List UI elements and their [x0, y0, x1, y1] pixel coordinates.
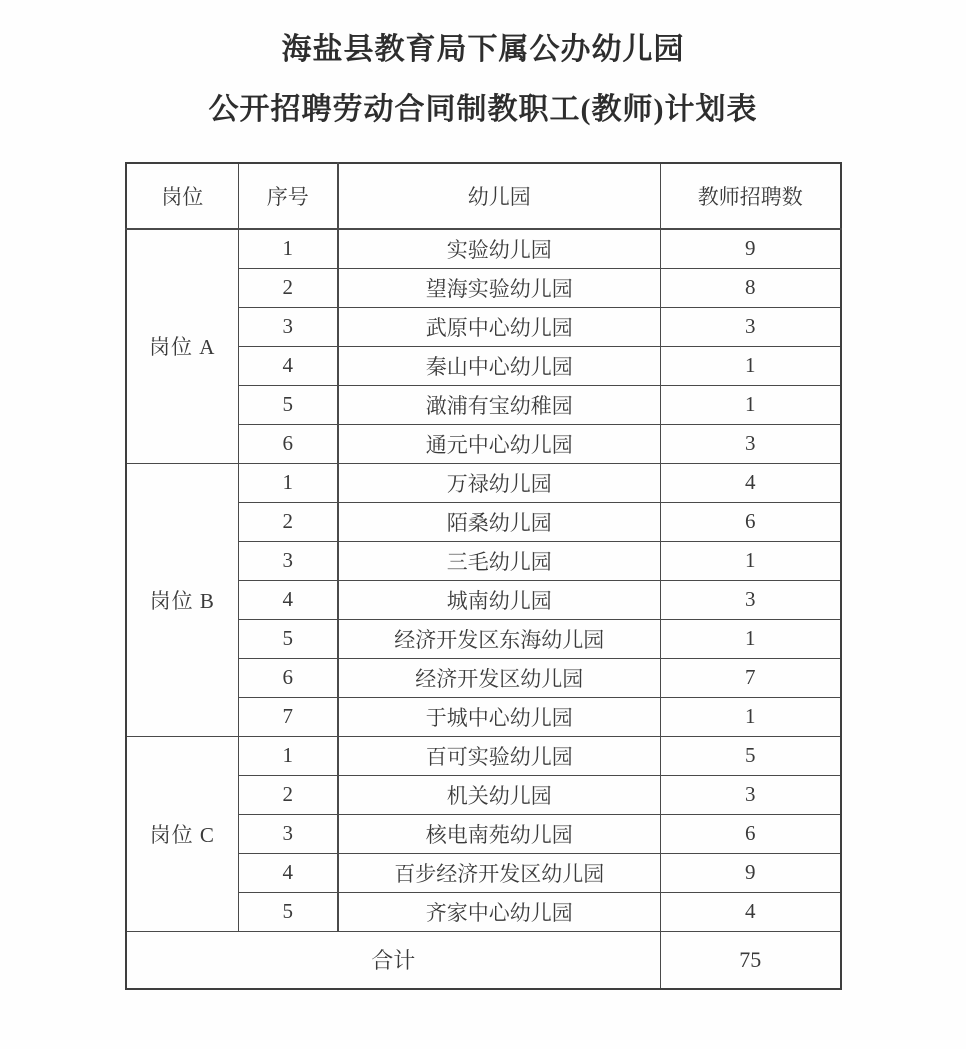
- kindergarten-name-cell: 实验幼儿园: [338, 229, 661, 268]
- row-no-cell: 5: [239, 385, 338, 424]
- row-no-cell: 4: [239, 580, 338, 619]
- group-c-label-cell: 岗位 C: [126, 736, 239, 931]
- teacher-count-cell: 6: [661, 502, 841, 541]
- kindergarten-name-cell: 于城中心幼儿园: [338, 697, 661, 736]
- group-a-section: [126, 229, 841, 463]
- header-teacher-count: 教师招聘数: [661, 163, 841, 229]
- kindergarten-name-cell: 秦山中心幼儿园: [338, 346, 661, 385]
- group-b-section: [126, 463, 841, 736]
- teacher-count-cell: 9: [661, 853, 841, 892]
- row-no-cell: 3: [239, 541, 338, 580]
- document-title: [0, 0, 966, 140]
- kindergarten-name-cell: 陌桑幼儿园: [338, 502, 661, 541]
- row-no-cell: 2: [239, 268, 338, 307]
- row-no-cell: 4: [239, 346, 338, 385]
- kindergarten-name-cell: 核电南苑幼儿园: [338, 814, 661, 853]
- kindergarten-name-cell: 百步经济开发区幼儿园: [338, 853, 661, 892]
- teacher-count-cell: 8: [661, 268, 841, 307]
- row-no-cell: 1: [239, 463, 338, 502]
- kindergarten-name-cell: 望海实验幼儿园: [338, 268, 661, 307]
- group-b-label-cell: 岗位 B: [126, 463, 239, 736]
- row-no-cell: 1: [239, 229, 338, 268]
- row-no-cell: 2: [239, 775, 338, 814]
- row-no-cell: 3: [239, 814, 338, 853]
- header-kindergarten: 幼儿园: [338, 163, 661, 229]
- kindergarten-name-cell: 百可实验幼儿园: [338, 736, 661, 775]
- teacher-count-cell: 7: [661, 658, 841, 697]
- teacher-count-cell: 5: [661, 736, 841, 775]
- row-no-cell: 5: [239, 619, 338, 658]
- header-serial: 序号: [239, 163, 338, 229]
- group-c-section: [126, 736, 841, 931]
- kindergarten-name-cell: 通元中心幼儿园: [338, 424, 661, 463]
- total-section: [126, 931, 841, 989]
- kindergarten-name-cell: 机关幼儿园: [338, 775, 661, 814]
- kindergarten-name-cell: 齐家中心幼儿园: [338, 892, 661, 931]
- kindergarten-name-cell: 城南幼儿园: [338, 580, 661, 619]
- row-no-cell: 2: [239, 502, 338, 541]
- teacher-count-cell: 4: [661, 892, 841, 931]
- header-position: 岗位: [126, 163, 239, 229]
- row-no-cell: 6: [239, 658, 338, 697]
- total-label-cell: 合计: [126, 931, 661, 989]
- table-row: [126, 229, 841, 268]
- teacher-count-cell: 3: [661, 775, 841, 814]
- teacher-count-cell: 6: [661, 814, 841, 853]
- teacher-count-cell: 4: [661, 463, 841, 502]
- page-title-line1: 海盐县教育局下属公办幼儿园: [281, 33, 685, 66]
- teacher-count-cell: 1: [661, 619, 841, 658]
- kindergarten-name-cell: 三毛幼儿园: [338, 541, 661, 580]
- table-header-section: [126, 163, 841, 229]
- teacher-count-cell: 1: [661, 697, 841, 736]
- row-no-cell: 6: [239, 424, 338, 463]
- row-no-cell: 1: [239, 736, 338, 775]
- total-row: [126, 931, 841, 989]
- kindergarten-name-cell: 万禄幼儿园: [338, 463, 661, 502]
- kindergarten-name-cell: 武原中心幼儿园: [338, 307, 661, 346]
- kindergarten-name-cell: 经济开发区东海幼儿园: [338, 619, 661, 658]
- row-no-cell: 4: [239, 853, 338, 892]
- header-row: [126, 163, 841, 229]
- table-row: [126, 736, 841, 775]
- teacher-count-cell: 9: [661, 229, 841, 268]
- teacher-count-cell: 3: [661, 307, 841, 346]
- row-no-cell: 5: [239, 892, 338, 931]
- recruitment-plan-table: [125, 162, 842, 990]
- teacher-count-cell: 1: [661, 346, 841, 385]
- kindergarten-name-cell: 经济开发区幼儿园: [338, 658, 661, 697]
- page-title-line2: 公开招聘劳动合同制教职工(教师)计划表: [208, 93, 758, 126]
- teacher-count-cell: 1: [661, 541, 841, 580]
- teacher-count-cell: 1: [661, 385, 841, 424]
- group-a-label-cell: 岗位 A: [126, 229, 239, 463]
- kindergarten-name-cell: 澉浦有宝幼稚园: [338, 385, 661, 424]
- total-value-cell: 75: [661, 931, 841, 989]
- teacher-count-cell: 3: [661, 424, 841, 463]
- teacher-count-cell: 3: [661, 580, 841, 619]
- row-no-cell: 3: [239, 307, 338, 346]
- row-no-cell: 7: [239, 697, 338, 736]
- table-row: [126, 463, 841, 502]
